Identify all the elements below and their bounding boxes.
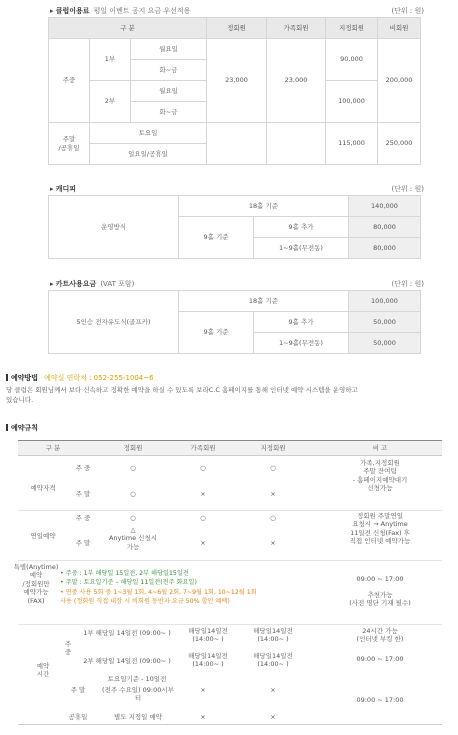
day-label: 화~금 <box>131 60 207 81</box>
price-cell: 80,000 <box>349 217 421 238</box>
header-cell: 비 고 <box>372 444 388 452</box>
header-cell: 비회원 <box>378 18 421 39</box>
cart-type: 5인승 전자유도식(골프카) <box>49 291 179 354</box>
price-cell: 90,000 <box>326 39 378 81</box>
row-label: 18홀 기준 <box>179 291 349 312</box>
header-cell: 구 분 <box>49 18 207 39</box>
price-cell: 200,000 <box>378 39 421 123</box>
row-label: 9홀 기준 <box>179 312 254 354</box>
weekday-label: 주중 <box>49 39 90 123</box>
reservation-contact: 예약실 연락처 : 052-255-1004~6 <box>44 374 154 382</box>
header-cell: 정회원 <box>123 444 143 452</box>
price-cell: 23,000 <box>207 39 267 123</box>
unit-label: (단위 : 원) <box>391 185 424 193</box>
day-label: 월요일 <box>131 39 207 60</box>
caddie-fee-table <box>48 195 421 259</box>
day-label: 화~금 <box>131 102 207 123</box>
part2-label: 2부 <box>90 81 131 123</box>
price-cell: 250,000 <box>378 123 421 165</box>
price-cell: 100,000 <box>349 291 421 312</box>
price-cell: 140,000 <box>349 196 421 217</box>
row-label: 9홀 기준 <box>179 217 254 259</box>
reservation-method-heading: 예약방법 예약실 연락처 : 052-255-1004~6 <box>6 373 154 383</box>
header-cell: 가족회원 <box>190 444 216 452</box>
price-cell: 80,000 <box>349 238 421 259</box>
unit-label: (단위 : 원) <box>391 280 424 288</box>
row-label: 18홀 기준 <box>179 196 349 217</box>
row-label: 1~9홀(무전동) <box>254 333 349 354</box>
part1-label: 1부 <box>90 39 131 81</box>
weekend-label: 주말 /공휴일 <box>49 123 90 165</box>
header-cell: 지정회원 <box>326 18 378 39</box>
day-label: 토요일 <box>90 123 207 144</box>
rules-header-row <box>18 444 442 456</box>
row-label: 9홀 추가 <box>254 312 349 333</box>
day-label: 월요일 <box>131 81 207 102</box>
caddie-method: 운영방식 <box>49 196 179 259</box>
header-cell: 지정회원 <box>260 444 286 452</box>
cart-fee-table <box>48 290 421 354</box>
section-title-club-fee: ▸ 클럽이용료 평일 이벤트 공지 요금 우선적용 <box>50 7 191 15</box>
price-cell: 115,000 <box>326 123 378 165</box>
price-cell: 50,000 <box>349 312 421 333</box>
section-title-caddie: ▸ 캐디피 <box>50 185 77 193</box>
row-label: 1~9홀(무전동) <box>254 238 349 259</box>
section-title-cart: ▸ 카트사용요금 (VAT 포함) <box>50 280 135 288</box>
row-label: 9홀 추가 <box>254 217 349 238</box>
club-fee-table <box>48 17 421 165</box>
header-cell: 가족회원 <box>267 18 326 39</box>
reservation-description: 당 클럽은 회원님께서 보다 신속하고 정확한 예약을 하실 수 있도록 보라C.C 홈페이지를 통해 인터넷 예약 시스템을 운영하고 있습니다. <box>6 386 358 405</box>
reservation-rules-heading: 예약규칙 <box>6 423 38 433</box>
price-cell: 23,000 <box>267 39 326 123</box>
day-label: 일요일/공휴일 <box>90 144 207 165</box>
header-cell: 정회원 <box>207 18 267 39</box>
price-cell: 50,000 <box>349 333 421 354</box>
price-cell: 100,000 <box>326 81 378 123</box>
unit-label: (단위 : 원) <box>391 7 424 15</box>
header-cell: 구 분 <box>45 444 61 452</box>
